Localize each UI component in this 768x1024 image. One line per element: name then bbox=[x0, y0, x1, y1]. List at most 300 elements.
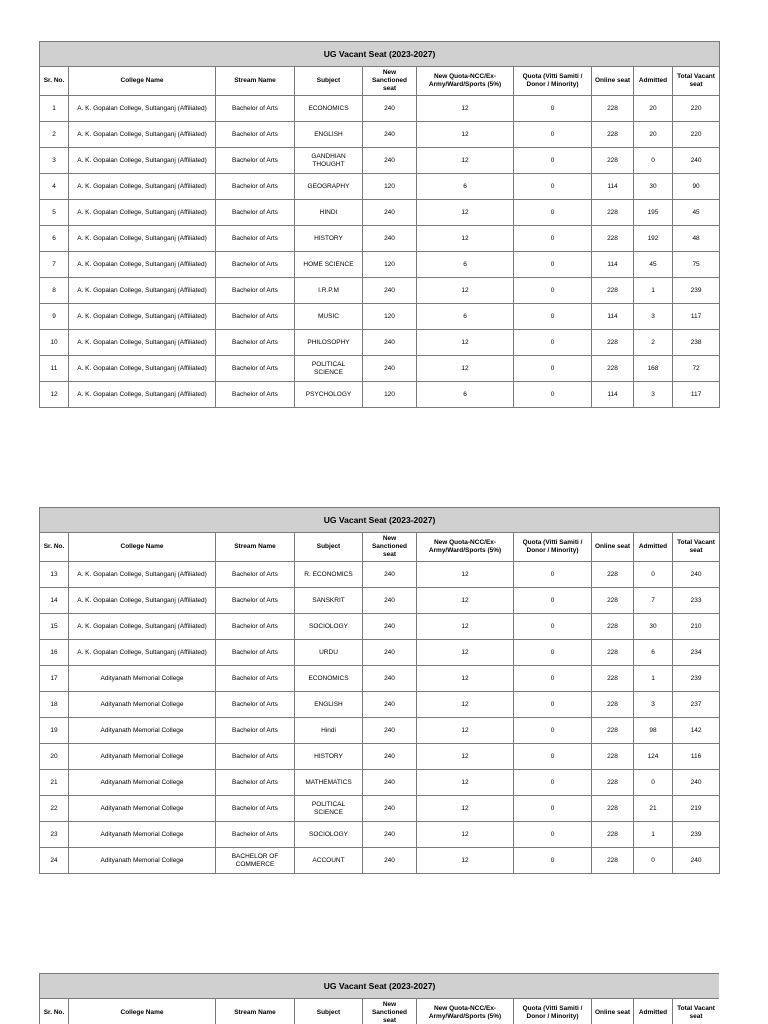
college-name-cell: Adityanath Memorial College bbox=[69, 796, 216, 822]
total-vacant-cell: 239 bbox=[673, 278, 720, 304]
sr-no-cell: 9 bbox=[40, 304, 69, 330]
vitti-quota-header: Quota (Vitti Samiti / Donor / Minority) bbox=[514, 999, 592, 1024]
total-vacant-cell: 219 bbox=[673, 796, 720, 822]
ncc-quota-cell: 12 bbox=[417, 200, 514, 226]
online-seat-cell: 114 bbox=[592, 382, 634, 408]
vitti-quota-cell: 0 bbox=[514, 252, 592, 278]
stream-name-header: Stream Name bbox=[216, 999, 295, 1024]
college-name-cell: A. K. Gopalan College, Sultanganj (Affiliated) bbox=[69, 122, 216, 148]
college-name-cell: Adityanath Memorial College bbox=[69, 848, 216, 874]
ncc-quota-cell: 12 bbox=[417, 226, 514, 252]
vitti-quota-cell: 0 bbox=[514, 200, 592, 226]
subject-cell: ENGLISH bbox=[295, 692, 363, 718]
online-seat-cell: 228 bbox=[592, 148, 634, 174]
vitti-quota-cell: 0 bbox=[514, 744, 592, 770]
online-seat-cell: 228 bbox=[592, 692, 634, 718]
ncc-quota-cell: 12 bbox=[417, 770, 514, 796]
table-row bbox=[40, 200, 720, 226]
subject-cell: SOCIOLOGY bbox=[295, 614, 363, 640]
ncc-quota-cell: 12 bbox=[417, 692, 514, 718]
vitti-quota-cell: 0 bbox=[514, 848, 592, 874]
total-vacant-cell: 239 bbox=[673, 666, 720, 692]
table-row bbox=[40, 822, 720, 848]
sanctioned-seat-cell: 240 bbox=[363, 692, 417, 718]
online-seat-cell: 228 bbox=[592, 588, 634, 614]
vitti-quota-cell: 0 bbox=[514, 640, 592, 666]
table-row bbox=[40, 562, 720, 588]
admitted-cell: 0 bbox=[634, 148, 673, 174]
subject-cell: I.R.P.M bbox=[295, 278, 363, 304]
online-seat-cell: 228 bbox=[592, 122, 634, 148]
vitti-quota-cell: 0 bbox=[514, 770, 592, 796]
admitted-cell: 0 bbox=[634, 848, 673, 874]
college-name-cell: A. K. Gopalan College, Sultanganj (Affiliated) bbox=[69, 96, 216, 122]
online-seat-cell: 114 bbox=[592, 252, 634, 278]
stream-name-cell: Bachelor of Arts bbox=[216, 614, 295, 640]
vitti-quota-cell: 0 bbox=[514, 330, 592, 356]
admitted-cell: 45 bbox=[634, 252, 673, 278]
vitti-quota-cell: 0 bbox=[514, 174, 592, 200]
total-vacant-cell: 240 bbox=[673, 562, 720, 588]
total-vacant-cell: 117 bbox=[673, 304, 720, 330]
ncc-quota-cell: 12 bbox=[417, 122, 514, 148]
table-row bbox=[40, 588, 720, 614]
sanctioned-seat-cell: 240 bbox=[363, 226, 417, 252]
admitted-cell: 98 bbox=[634, 718, 673, 744]
online-seat-cell: 228 bbox=[592, 200, 634, 226]
table-row bbox=[40, 174, 720, 200]
table-row bbox=[40, 614, 720, 640]
table-row bbox=[40, 692, 720, 718]
sanctioned-seat-cell: 240 bbox=[363, 822, 417, 848]
table-row bbox=[40, 330, 720, 356]
stream-name-cell: Bachelor of Arts bbox=[216, 718, 295, 744]
sanctioned-seat-cell: 240 bbox=[363, 356, 417, 382]
ncc-quota-header: New Quota-NCC/Ex-Army/Ward/Sports (5%) bbox=[417, 67, 514, 96]
vitti-quota-cell: 0 bbox=[514, 226, 592, 252]
vitti-quota-cell: 0 bbox=[514, 356, 592, 382]
subject-cell: URDU bbox=[295, 640, 363, 666]
online-seat-header: Online seat bbox=[592, 533, 634, 562]
sanctioned-seat-cell: 240 bbox=[363, 200, 417, 226]
college-name-cell: A. K. Gopalan College, Sultanganj (Affiliated) bbox=[69, 588, 216, 614]
sanctioned-seat-cell: 240 bbox=[363, 666, 417, 692]
stream-name-cell: BACHELOR OF COMMERCE bbox=[216, 848, 295, 874]
subject-cell: HISTORY bbox=[295, 226, 363, 252]
table-row bbox=[40, 252, 720, 278]
sanctioned-seat-cell: 240 bbox=[363, 770, 417, 796]
vitti-quota-cell: 0 bbox=[514, 304, 592, 330]
sr-no-cell: 8 bbox=[40, 278, 69, 304]
table-row bbox=[40, 122, 720, 148]
college-name-cell: Adityanath Memorial College bbox=[69, 666, 216, 692]
subject-cell: PHILOSOPHY bbox=[295, 330, 363, 356]
table-row bbox=[40, 796, 720, 822]
vitti-quota-header: Quota (Vitti Samiti / Donor / Minority) bbox=[514, 67, 592, 96]
ncc-quota-header: New Quota-NCC/Ex-Army/Ward/Sports (5%) bbox=[417, 533, 514, 562]
total-vacant-cell: 90 bbox=[673, 174, 720, 200]
stream-name-cell: Bachelor of Arts bbox=[216, 356, 295, 382]
table-row bbox=[40, 356, 720, 382]
sr-no-cell: 4 bbox=[40, 174, 69, 200]
college-name-cell: A. K. Gopalan College, Sultanganj (Affiliated) bbox=[69, 304, 216, 330]
ncc-quota-cell: 12 bbox=[417, 718, 514, 744]
college-name-cell: A. K. Gopalan College, Sultanganj (Affiliated) bbox=[69, 278, 216, 304]
admitted-cell: 21 bbox=[634, 796, 673, 822]
college-name-cell: Adityanath Memorial College bbox=[69, 718, 216, 744]
sr-no-cell: 1 bbox=[40, 96, 69, 122]
admitted-cell: 168 bbox=[634, 356, 673, 382]
admitted-cell: 20 bbox=[634, 96, 673, 122]
sanctioned-seat-cell: 240 bbox=[363, 614, 417, 640]
sanctioned-seat-cell: 120 bbox=[363, 304, 417, 330]
sanctioned-seat-cell: 240 bbox=[363, 278, 417, 304]
online-seat-cell: 228 bbox=[592, 562, 634, 588]
table-row bbox=[40, 226, 720, 252]
subject-cell: ECONOMICS bbox=[295, 96, 363, 122]
sanctioned-seat-header: New Sanctioned seat bbox=[363, 533, 417, 562]
college-name-cell: Adityanath Memorial College bbox=[69, 744, 216, 770]
table-row bbox=[40, 848, 720, 874]
stream-name-header: Stream Name bbox=[216, 67, 295, 96]
vitti-quota-cell: 0 bbox=[514, 822, 592, 848]
total-vacant-cell: 239 bbox=[673, 822, 720, 848]
online-seat-cell: 228 bbox=[592, 356, 634, 382]
admitted-cell: 1 bbox=[634, 278, 673, 304]
admitted-cell: 2 bbox=[634, 330, 673, 356]
online-seat-cell: 228 bbox=[592, 848, 634, 874]
table-row bbox=[40, 382, 720, 408]
subject-cell: MUSIC bbox=[295, 304, 363, 330]
stream-name-cell: Bachelor of Arts bbox=[216, 122, 295, 148]
sanctioned-seat-cell: 240 bbox=[363, 718, 417, 744]
ncc-quota-cell: 12 bbox=[417, 356, 514, 382]
stream-name-cell: Bachelor of Arts bbox=[216, 96, 295, 122]
table-row bbox=[40, 718, 720, 744]
ncc-quota-cell: 12 bbox=[417, 614, 514, 640]
ncc-quota-cell: 12 bbox=[417, 796, 514, 822]
vitti-quota-cell: 0 bbox=[514, 796, 592, 822]
admitted-cell: 0 bbox=[634, 562, 673, 588]
vitti-quota-cell: 0 bbox=[514, 96, 592, 122]
table bbox=[39, 507, 720, 874]
table-row bbox=[40, 640, 720, 666]
stream-name-cell: Bachelor of Arts bbox=[216, 796, 295, 822]
college-name-cell: A. K. Gopalan College, Sultanganj (Affiliated) bbox=[69, 562, 216, 588]
table-row bbox=[40, 278, 720, 304]
admitted-cell: 1 bbox=[634, 666, 673, 692]
ncc-quota-cell: 6 bbox=[417, 174, 514, 200]
table-row bbox=[40, 96, 720, 122]
subject-header: Subject bbox=[295, 67, 363, 96]
online-seat-cell: 228 bbox=[592, 796, 634, 822]
college-name-cell: A. K. Gopalan College, Sultanganj (Affiliated) bbox=[69, 330, 216, 356]
total-vacant-header: Total Vacant seat bbox=[673, 67, 720, 96]
vitti-quota-cell: 0 bbox=[514, 562, 592, 588]
subject-cell: ENGLISH bbox=[295, 122, 363, 148]
admitted-cell: 20 bbox=[634, 122, 673, 148]
admitted-header: Admitted bbox=[634, 67, 673, 96]
sr-no-header: Sr. No. bbox=[40, 67, 69, 96]
sr-no-cell: 21 bbox=[40, 770, 69, 796]
sanctioned-seat-cell: 240 bbox=[363, 640, 417, 666]
subject-cell: POLITICAL SCIENCE bbox=[295, 796, 363, 822]
sr-no-cell: 3 bbox=[40, 148, 69, 174]
subject-cell: HINDI bbox=[295, 200, 363, 226]
college-name-header: College Name bbox=[69, 533, 216, 562]
subject-header: Subject bbox=[295, 999, 363, 1024]
online-seat-cell: 228 bbox=[592, 614, 634, 640]
sanctioned-seat-cell: 240 bbox=[363, 148, 417, 174]
sr-no-cell: 2 bbox=[40, 122, 69, 148]
online-seat-cell: 228 bbox=[592, 666, 634, 692]
college-name-cell: Adityanath Memorial College bbox=[69, 822, 216, 848]
ncc-quota-cell: 12 bbox=[417, 822, 514, 848]
total-vacant-cell: 210 bbox=[673, 614, 720, 640]
table bbox=[39, 41, 720, 408]
total-vacant-cell: 116 bbox=[673, 744, 720, 770]
sr-no-cell: 15 bbox=[40, 614, 69, 640]
vitti-quota-cell: 0 bbox=[514, 614, 592, 640]
vitti-quota-cell: 0 bbox=[514, 718, 592, 744]
college-name-cell: A. K. Gopalan College, Sultanganj (Affiliated) bbox=[69, 252, 216, 278]
sanctioned-seat-cell: 240 bbox=[363, 562, 417, 588]
table-row bbox=[40, 770, 720, 796]
ncc-quota-cell: 12 bbox=[417, 640, 514, 666]
college-name-cell: A. K. Gopalan College, Sultanganj (Affiliated) bbox=[69, 174, 216, 200]
subject-cell: PSYCHOLOGY bbox=[295, 382, 363, 408]
sanctioned-seat-cell: 240 bbox=[363, 122, 417, 148]
sr-no-cell: 10 bbox=[40, 330, 69, 356]
ncc-quota-cell: 6 bbox=[417, 304, 514, 330]
subject-header: Subject bbox=[295, 533, 363, 562]
subject-cell: GEOGRAPHY bbox=[295, 174, 363, 200]
table-row bbox=[40, 304, 720, 330]
stream-name-cell: Bachelor of Arts bbox=[216, 770, 295, 796]
online-seat-cell: 228 bbox=[592, 330, 634, 356]
subject-cell: GANDHIAN THOUGHT bbox=[295, 148, 363, 174]
sr-no-cell: 22 bbox=[40, 796, 69, 822]
vitti-quota-cell: 0 bbox=[514, 148, 592, 174]
online-seat-cell: 228 bbox=[592, 770, 634, 796]
vitti-quota-cell: 0 bbox=[514, 382, 592, 408]
sr-no-cell: 20 bbox=[40, 744, 69, 770]
online-seat-cell: 228 bbox=[592, 640, 634, 666]
admitted-cell: 195 bbox=[634, 200, 673, 226]
table-title: UG Vacant Seat (2023-2027) bbox=[40, 508, 720, 533]
college-name-cell: A. K. Gopalan College, Sultanganj (Affiliated) bbox=[69, 614, 216, 640]
total-vacant-cell: 142 bbox=[673, 718, 720, 744]
table-title: UG Vacant Seat (2023-2027) bbox=[40, 974, 720, 999]
admitted-cell: 3 bbox=[634, 692, 673, 718]
total-vacant-cell: 240 bbox=[673, 770, 720, 796]
college-name-cell: A. K. Gopalan College, Sultanganj (Affiliated) bbox=[69, 226, 216, 252]
admitted-cell: 7 bbox=[634, 588, 673, 614]
table-row bbox=[40, 148, 720, 174]
online-seat-cell: 228 bbox=[592, 822, 634, 848]
college-name-cell: Adityanath Memorial College bbox=[69, 770, 216, 796]
ncc-quota-cell: 12 bbox=[417, 148, 514, 174]
sr-no-header: Sr. No. bbox=[40, 999, 69, 1024]
stream-name-cell: Bachelor of Arts bbox=[216, 822, 295, 848]
sr-no-cell: 6 bbox=[40, 226, 69, 252]
admitted-cell: 30 bbox=[634, 174, 673, 200]
sr-no-cell: 18 bbox=[40, 692, 69, 718]
stream-name-cell: Bachelor of Arts bbox=[216, 304, 295, 330]
admitted-cell: 6 bbox=[634, 640, 673, 666]
stream-name-cell: Bachelor of Arts bbox=[216, 562, 295, 588]
admitted-header: Admitted bbox=[634, 533, 673, 562]
vitti-quota-cell: 0 bbox=[514, 666, 592, 692]
subject-cell: SANSKRIT bbox=[295, 588, 363, 614]
table-title: UG Vacant Seat (2023-2027) bbox=[40, 42, 720, 67]
sr-no-cell: 13 bbox=[40, 562, 69, 588]
college-name-cell: A. K. Gopalan College, Sultanganj (Affiliated) bbox=[69, 200, 216, 226]
stream-name-cell: Bachelor of Arts bbox=[216, 640, 295, 666]
vacant-seat-table-3 bbox=[39, 973, 719, 1024]
stream-name-header: Stream Name bbox=[216, 533, 295, 562]
total-vacant-cell: 117 bbox=[673, 382, 720, 408]
total-vacant-header: Total Vacant seat bbox=[673, 533, 720, 562]
college-name-cell: A. K. Gopalan College, Sultanganj (Affiliated) bbox=[69, 382, 216, 408]
ncc-quota-cell: 12 bbox=[417, 562, 514, 588]
vacant-seat-table-1 bbox=[39, 41, 719, 408]
ncc-quota-cell: 12 bbox=[417, 666, 514, 692]
ncc-quota-cell: 12 bbox=[417, 96, 514, 122]
sanctioned-seat-cell: 240 bbox=[363, 848, 417, 874]
vacant-seat-table-2 bbox=[39, 507, 719, 874]
sr-no-cell: 19 bbox=[40, 718, 69, 744]
online-seat-cell: 228 bbox=[592, 226, 634, 252]
subject-cell: ACCOUNT bbox=[295, 848, 363, 874]
online-seat-cell: 114 bbox=[592, 304, 634, 330]
sr-no-cell: 7 bbox=[40, 252, 69, 278]
ncc-quota-cell: 6 bbox=[417, 252, 514, 278]
subject-cell: SOCIOLOGY bbox=[295, 822, 363, 848]
sanctioned-seat-cell: 240 bbox=[363, 96, 417, 122]
admitted-cell: 192 bbox=[634, 226, 673, 252]
sr-no-cell: 5 bbox=[40, 200, 69, 226]
total-vacant-cell: 220 bbox=[673, 96, 720, 122]
sanctioned-seat-header: New Sanctioned seat bbox=[363, 67, 417, 96]
subject-cell: ECONOMICS bbox=[295, 666, 363, 692]
subject-cell: HOME SCIENCE bbox=[295, 252, 363, 278]
total-vacant-cell: 72 bbox=[673, 356, 720, 382]
stream-name-cell: Bachelor of Arts bbox=[216, 588, 295, 614]
stream-name-cell: Bachelor of Arts bbox=[216, 252, 295, 278]
admitted-cell: 0 bbox=[634, 770, 673, 796]
table bbox=[39, 973, 719, 1024]
sr-no-cell: 23 bbox=[40, 822, 69, 848]
subject-cell: MATHEMATICS bbox=[295, 770, 363, 796]
ncc-quota-cell: 6 bbox=[417, 382, 514, 408]
subject-cell: Hindi bbox=[295, 718, 363, 744]
online-seat-cell: 228 bbox=[592, 96, 634, 122]
college-name-cell: A. K. Gopalan College, Sultanganj (Affiliated) bbox=[69, 148, 216, 174]
table-row bbox=[40, 666, 720, 692]
online-seat-cell: 228 bbox=[592, 744, 634, 770]
total-vacant-cell: 240 bbox=[673, 848, 720, 874]
subject-cell: R. ECONOMICS bbox=[295, 562, 363, 588]
sanctioned-seat-cell: 240 bbox=[363, 588, 417, 614]
online-seat-header: Online seat bbox=[592, 67, 634, 96]
stream-name-cell: Bachelor of Arts bbox=[216, 200, 295, 226]
sr-no-cell: 16 bbox=[40, 640, 69, 666]
vitti-quota-cell: 0 bbox=[514, 122, 592, 148]
admitted-cell: 3 bbox=[634, 304, 673, 330]
online-seat-cell: 228 bbox=[592, 718, 634, 744]
college-name-cell: A. K. Gopalan College, Sultanganj (Affiliated) bbox=[69, 640, 216, 666]
subject-cell: HISTORY bbox=[295, 744, 363, 770]
stream-name-cell: Bachelor of Arts bbox=[216, 174, 295, 200]
ncc-quota-cell: 12 bbox=[417, 744, 514, 770]
ncc-quota-header: New Quota-NCC/Ex-Army/Ward/Sports (5%) bbox=[417, 999, 514, 1024]
sr-no-cell: 24 bbox=[40, 848, 69, 874]
vitti-quota-header: Quota (Vitti Samiti / Donor / Minority) bbox=[514, 533, 592, 562]
vitti-quota-cell: 0 bbox=[514, 588, 592, 614]
sr-no-header: Sr. No. bbox=[40, 533, 69, 562]
admitted-cell: 1 bbox=[634, 822, 673, 848]
total-vacant-cell: 234 bbox=[673, 640, 720, 666]
subject-cell: POLITICAL SCIENCE bbox=[295, 356, 363, 382]
table-row bbox=[40, 744, 720, 770]
stream-name-cell: Bachelor of Arts bbox=[216, 666, 295, 692]
sanctioned-seat-cell: 240 bbox=[363, 796, 417, 822]
total-vacant-cell: 240 bbox=[673, 148, 720, 174]
online-seat-header: Online seat bbox=[592, 999, 634, 1024]
admitted-cell: 3 bbox=[634, 382, 673, 408]
sanctioned-seat-cell: 120 bbox=[363, 382, 417, 408]
total-vacant-cell: 233 bbox=[673, 588, 720, 614]
college-name-header: College Name bbox=[69, 67, 216, 96]
ncc-quota-cell: 12 bbox=[417, 330, 514, 356]
sr-no-cell: 14 bbox=[40, 588, 69, 614]
total-vacant-cell: 238 bbox=[673, 330, 720, 356]
sanctioned-seat-header: New Sanctioned seat bbox=[363, 999, 417, 1024]
total-vacant-header: Total Vacant seat bbox=[673, 999, 720, 1024]
stream-name-cell: Bachelor of Arts bbox=[216, 330, 295, 356]
total-vacant-cell: 48 bbox=[673, 226, 720, 252]
ncc-quota-cell: 12 bbox=[417, 278, 514, 304]
admitted-cell: 124 bbox=[634, 744, 673, 770]
total-vacant-cell: 220 bbox=[673, 122, 720, 148]
ncc-quota-cell: 12 bbox=[417, 588, 514, 614]
sanctioned-seat-cell: 240 bbox=[363, 330, 417, 356]
vitti-quota-cell: 0 bbox=[514, 692, 592, 718]
college-name-cell: Adityanath Memorial College bbox=[69, 692, 216, 718]
ncc-quota-cell: 12 bbox=[417, 848, 514, 874]
vitti-quota-cell: 0 bbox=[514, 278, 592, 304]
sr-no-cell: 17 bbox=[40, 666, 69, 692]
total-vacant-cell: 75 bbox=[673, 252, 720, 278]
sr-no-cell: 11 bbox=[40, 356, 69, 382]
sanctioned-seat-cell: 240 bbox=[363, 744, 417, 770]
stream-name-cell: Bachelor of Arts bbox=[216, 278, 295, 304]
total-vacant-cell: 45 bbox=[673, 200, 720, 226]
stream-name-cell: Bachelor of Arts bbox=[216, 148, 295, 174]
stream-name-cell: Bachelor of Arts bbox=[216, 382, 295, 408]
admitted-cell: 30 bbox=[634, 614, 673, 640]
college-name-cell: A. K. Gopalan College, Sultanganj (Affiliated) bbox=[69, 356, 216, 382]
online-seat-cell: 228 bbox=[592, 278, 634, 304]
online-seat-cell: 114 bbox=[592, 174, 634, 200]
total-vacant-cell: 237 bbox=[673, 692, 720, 718]
stream-name-cell: Bachelor of Arts bbox=[216, 692, 295, 718]
stream-name-cell: Bachelor of Arts bbox=[216, 744, 295, 770]
sr-no-cell: 12 bbox=[40, 382, 69, 408]
sanctioned-seat-cell: 120 bbox=[363, 252, 417, 278]
college-name-header: College Name bbox=[69, 999, 216, 1024]
